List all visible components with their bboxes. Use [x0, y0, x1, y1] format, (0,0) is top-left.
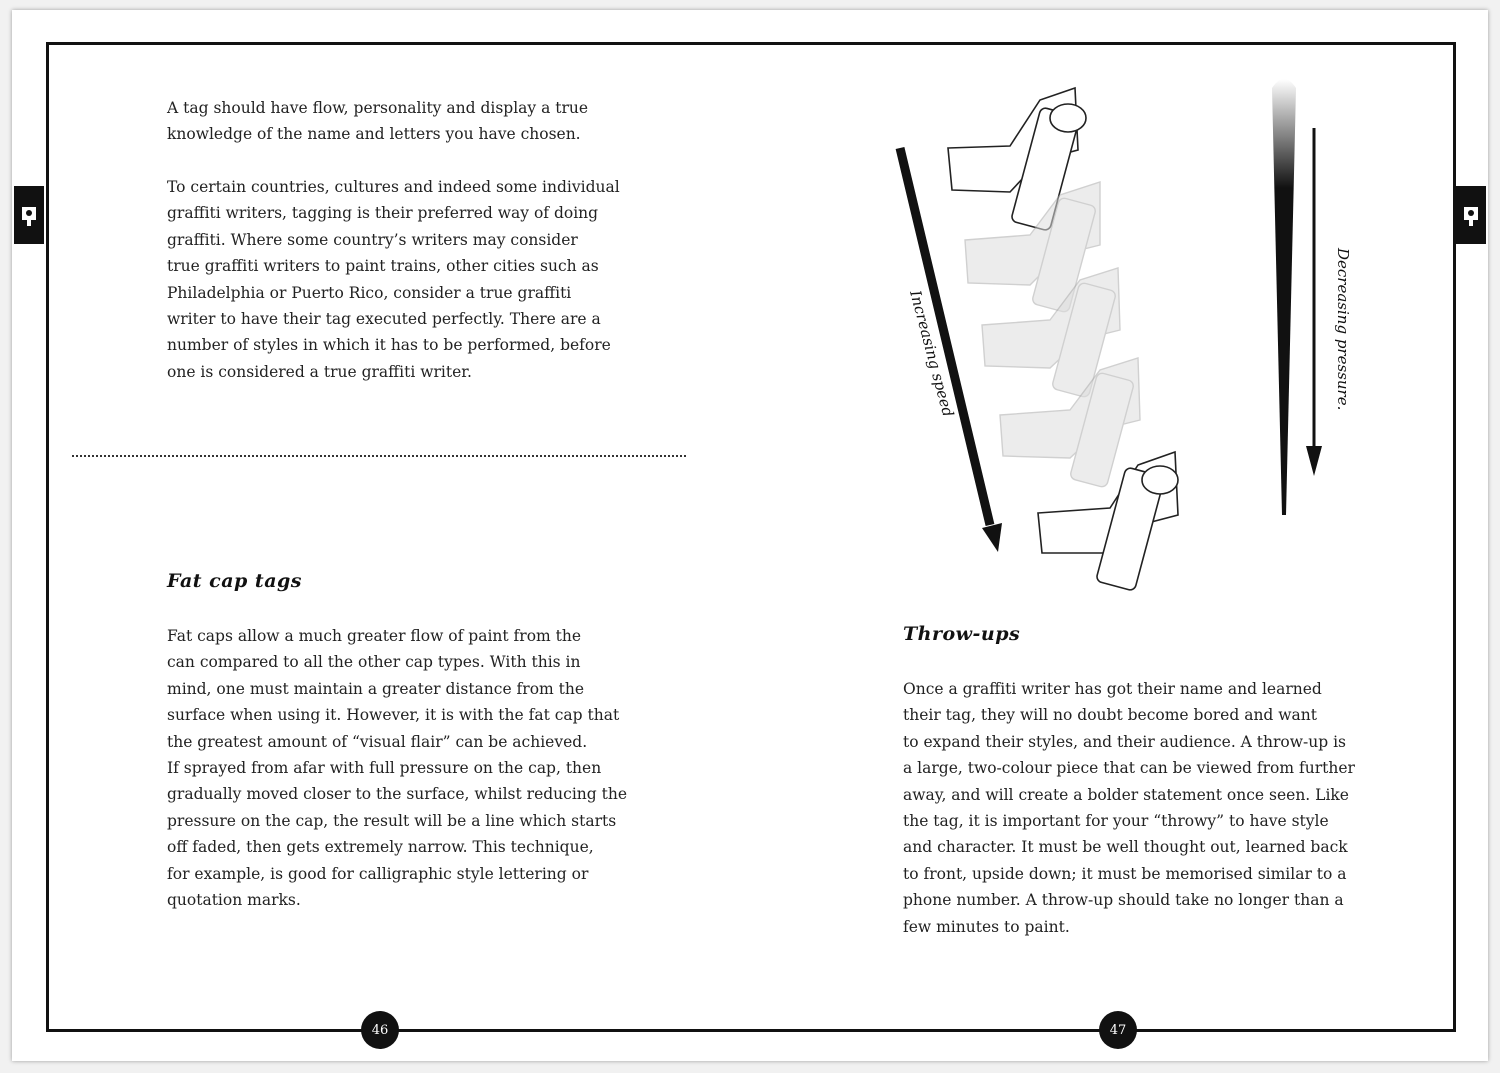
side-tab-right	[1456, 186, 1486, 244]
section-divider	[72, 455, 686, 457]
pressure-arrow	[1306, 128, 1322, 476]
fat-cap-heading: Fat cap tags	[167, 570, 303, 592]
speed-label: Increasing speed	[906, 288, 958, 419]
side-tab-left	[14, 186, 44, 244]
fat-cap-paragraph: Fat caps allow a much greater flow of paint from the can compared to all the other cap types. With this in mind, one must maintain a greater distance from the surface when using it. However, it is with the fat cap that the greatest amount of “visual flair” can be achieved. If sprayed from afar with full pressure on the cap, then gradually moved closer to the surface, whilst reducing the pressure on the cap, the result will be a line which starts off faded, then gets extremely narrow. This technique, for example, is good for calligraphic style lettering or quotation marks.	[167, 627, 628, 910]
throw-ups-paragraph: Once a graffiti writer has got their name and learned their tag, they will no doubt become bored and want to expand their styles, and their audience. A throw-up is a large, two-colour piece that can be viewed from further away, and will create a bolder statement once seen. Like the tag, it is important for your “throwy” to have style and character. It must be well thought out, learned back to front, upside down; it must be memorised similar to a phone number. A throw-up should take no longer than a few minutes to paint.	[903, 680, 1355, 936]
intro-paragraph: A tag should have flow, personality and display a true knowledge of the name and letters you have chosen.	[167, 99, 589, 144]
spray-technique-illustration	[880, 70, 1350, 610]
tagging-paragraph: To certain countries, cultures and indeed some individual graffiti writers, tagging is their preferred way of doing graffiti. Where some country’s writers may consider true graffiti writers to paint trains, other cities such as Philadelphia or Puerto Rico, consider a true graffiti writer to have their tag executed perfectly. There are a number of styles in which it has to be performed, before one is considered a true graffiti writer.	[167, 178, 620, 381]
throw-ups-heading: Throw-ups	[903, 623, 1021, 645]
page-number-left: 46	[361, 1011, 399, 1049]
tapered-spray-line	[1272, 79, 1296, 515]
pressure-label: Decreasing pressure.	[1334, 248, 1352, 411]
spray-can-icon	[20, 203, 38, 227]
page-number-right: 47	[1099, 1011, 1137, 1049]
spray-can-icon	[1462, 203, 1480, 227]
